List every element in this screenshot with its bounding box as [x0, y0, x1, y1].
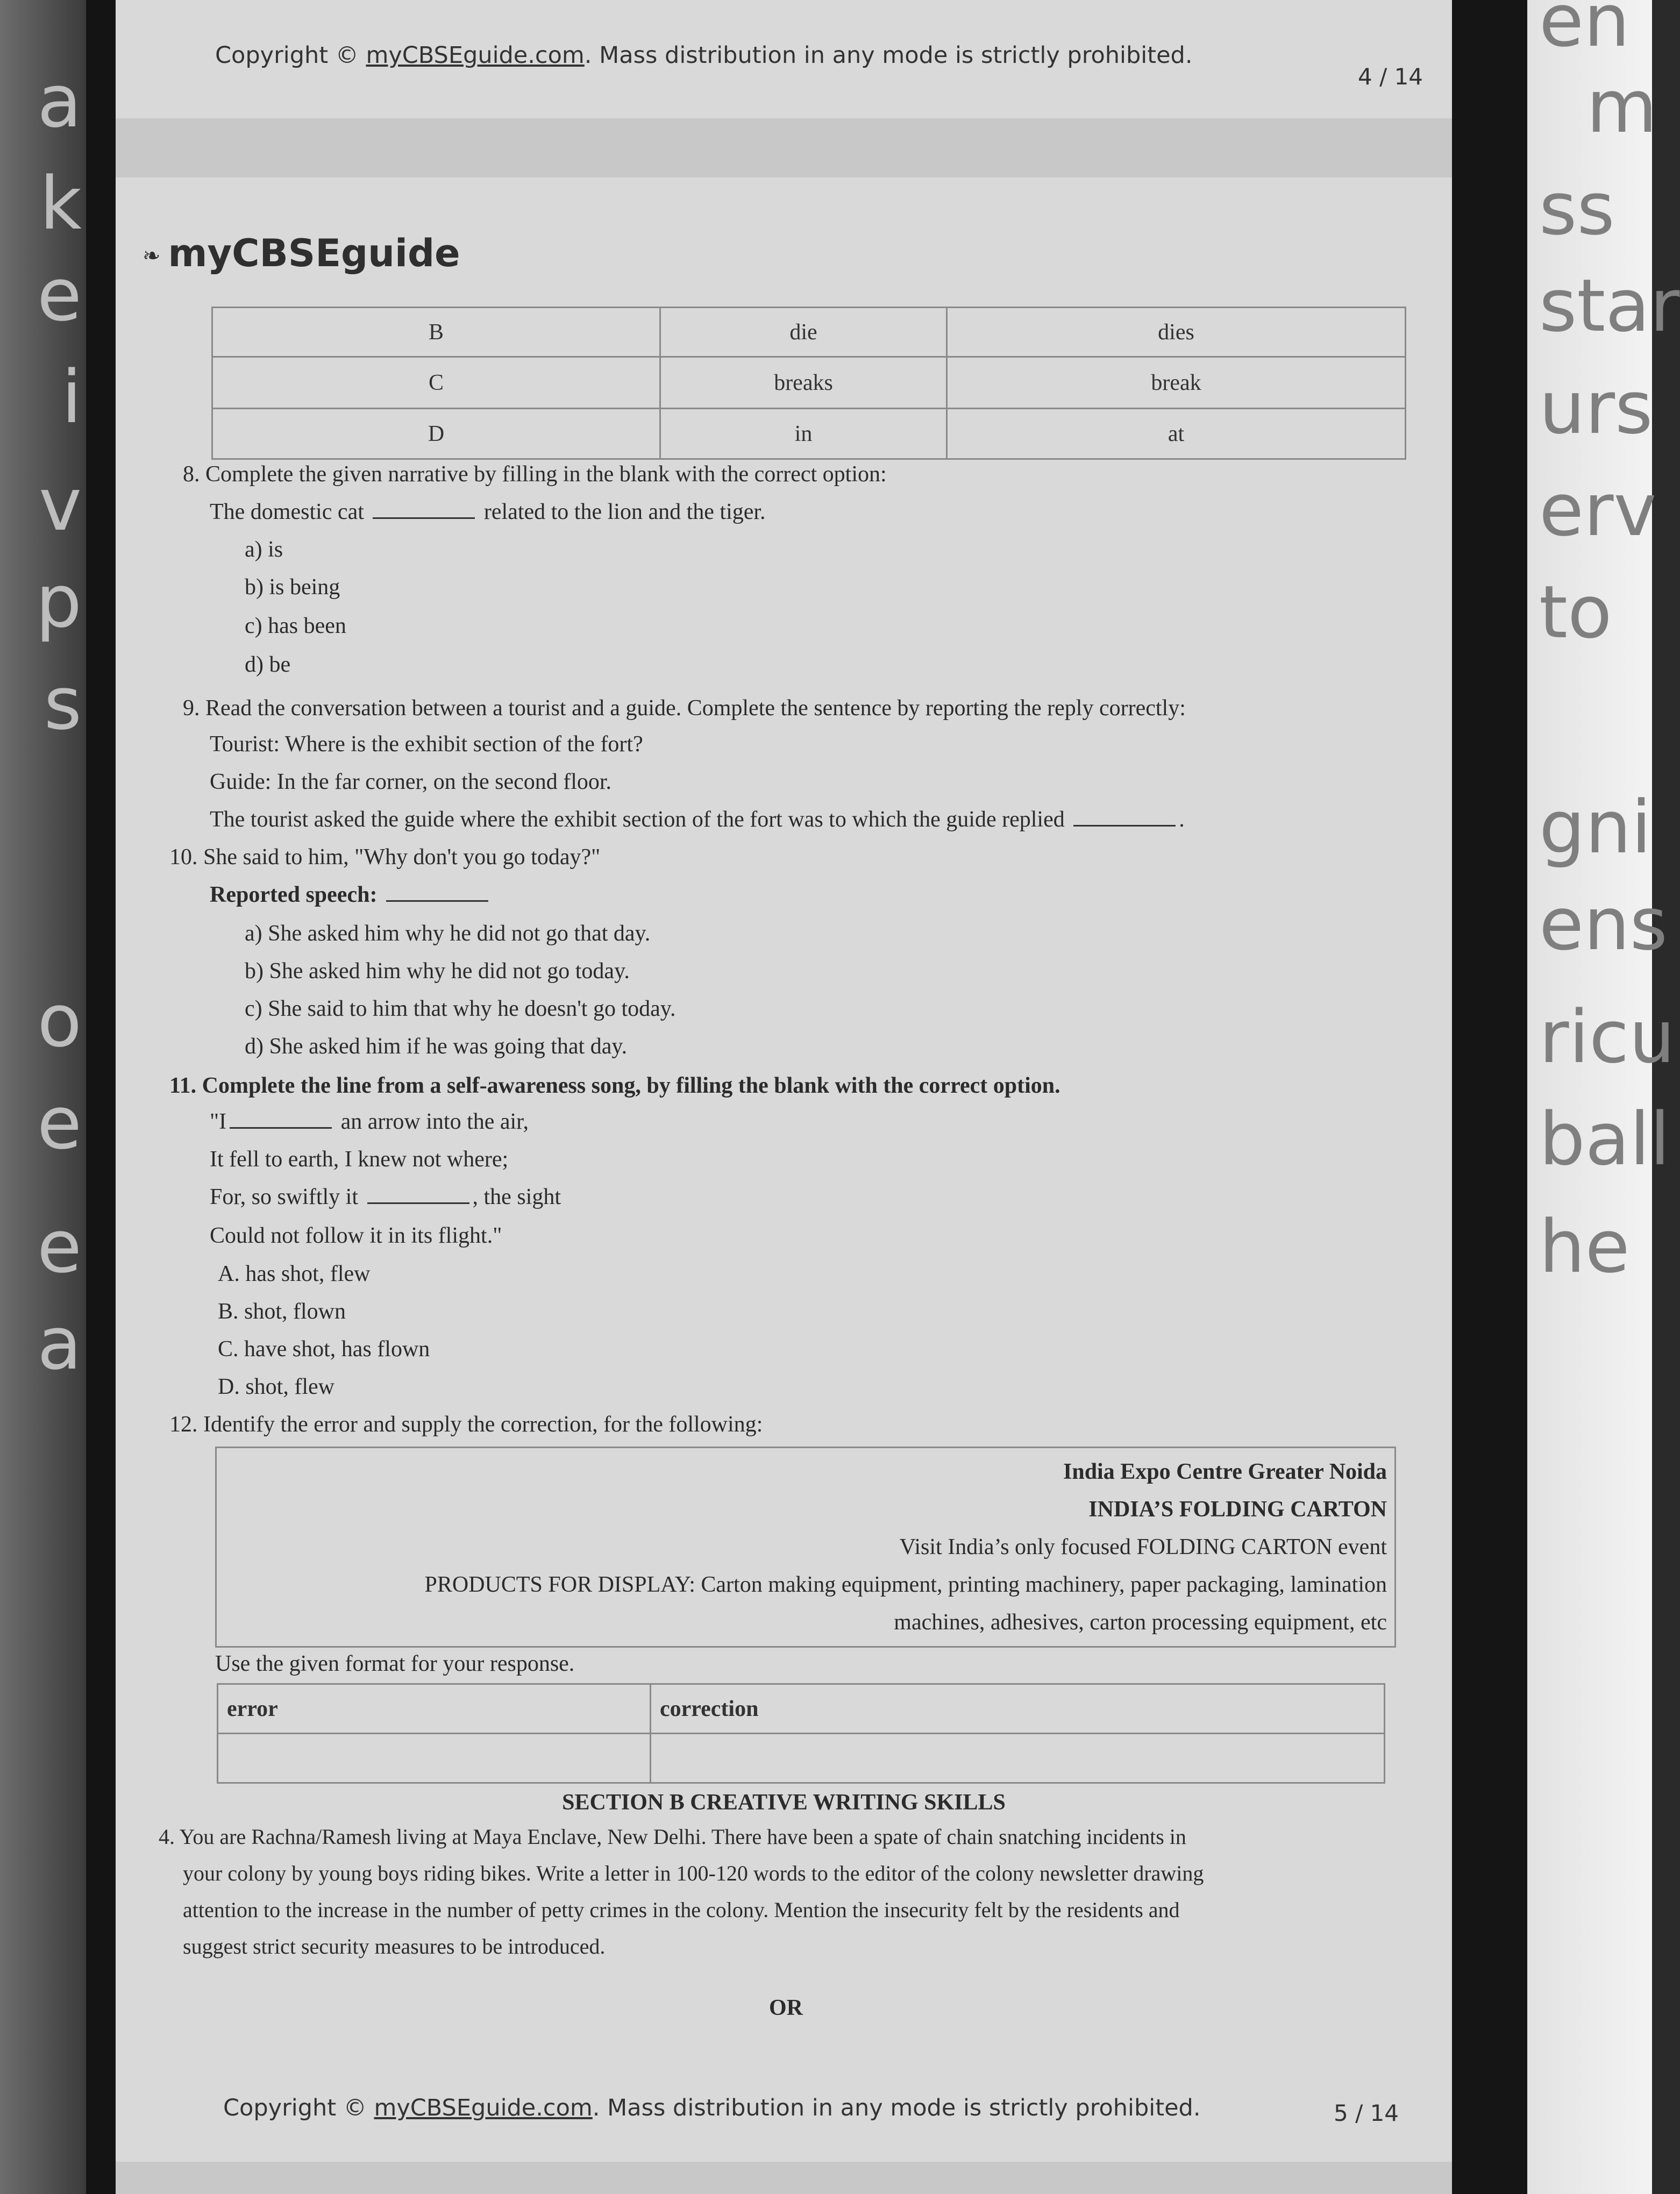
bg-fragment: ens	[1539, 882, 1668, 966]
option-item: d) She asked him if he was going that day.	[245, 1034, 628, 1059]
device-bezel-right	[1452, 0, 1527, 2194]
question-8: 8. Complete the given narrative by filling in the blank with the correct option:	[183, 462, 887, 487]
brand-header	[143, 231, 460, 275]
question-4-line: attention to the increase in the number of petty crimes in the colony. Mention the insecurity felt by the residents and	[183, 1898, 1180, 1922]
table-cell: breaks	[660, 357, 947, 409]
bg-fragment: p	[35, 559, 82, 644]
bg-fragment: v	[39, 462, 82, 547]
page-footer-copyright: Copyright © myCBSEguide.com. Mass distribution in any mode is strictly prohibited.	[223, 2095, 1201, 2121]
bg-fragment: s	[44, 661, 82, 746]
bg-fragment: e	[37, 1081, 82, 1165]
brand-name: myCBSEguide	[168, 231, 460, 275]
answer-blank	[367, 1202, 469, 1204]
table-row	[212, 357, 1406, 409]
option-item: D. shot, flew	[218, 1374, 334, 1399]
ad-line: India Expo Centre Greater Noida	[1063, 1459, 1387, 1484]
answer-blank	[373, 517, 475, 519]
question-4-line: 4. You are Rachna/Ramesh living at Maya Enclave, New Delhi. There have been a spate of chain snatching incidents in	[159, 1825, 1186, 1849]
bg-fragment: en	[1539, 0, 1630, 63]
reported-speech-label: Reported speech:	[210, 882, 492, 908]
answer-cell	[218, 1734, 651, 1783]
bg-fragment: gni	[1539, 785, 1651, 870]
table-row	[218, 1734, 1385, 1783]
device-bezel-left	[86, 0, 116, 2194]
bg-fragment: k	[39, 161, 82, 246]
question-11: 11. Complete the line from a self-awareness song, by filling the blank with the correct option.	[169, 1073, 1060, 1098]
q9-line: Tourist: Where is the exhibit section of the fort?	[210, 732, 643, 757]
answer-blank	[1073, 824, 1176, 827]
table-row	[212, 409, 1406, 459]
table-row	[218, 1684, 1385, 1734]
question-10: 10. She said to him, "Why don't you go today?"	[169, 845, 601, 870]
bg-fragment: ss	[1539, 167, 1615, 251]
bg-fragment: ricu	[1539, 995, 1675, 1079]
bg-fragment: he	[1539, 1205, 1630, 1289]
bg-fragment: urs	[1539, 366, 1653, 450]
bg-fragment: e	[37, 1205, 82, 1289]
table-cell: B	[212, 308, 660, 357]
q9-line: The tourist asked the guide where the exhibit section of the fort was to which the guide replied .	[210, 807, 1185, 832]
option-item: a) is	[245, 537, 283, 562]
section-heading: SECTION B CREATIVE WRITING SKILLS	[562, 1790, 1006, 1815]
ad-line: INDIA’S FOLDING CARTON	[1088, 1497, 1387, 1522]
background-right	[1527, 0, 1680, 2194]
table-cell: in	[660, 409, 947, 459]
bg-fragment: e	[37, 253, 82, 337]
poem-line: "I an arrow into the air,	[210, 1109, 529, 1134]
format-note: Use the given format for your response.	[215, 1651, 575, 1676]
bg-fragment: o	[37, 979, 82, 1063]
copyright-link[interactable]: myCBSEguide.com	[366, 42, 585, 69]
question-9: 9. Read the conversation between a tourist and a guide. Complete the sentence by reporting the reply correctly:	[183, 696, 1186, 721]
question-12: 12. Identify the error and supply the correction, for the following:	[169, 1412, 763, 1437]
document-viewer[interactable]	[116, 0, 1452, 2194]
or-label: OR	[769, 1996, 803, 2020]
poem-line: For, so swiftly it , the sight	[210, 1185, 561, 1209]
table-cell: dies	[947, 308, 1406, 357]
brand-logo-icon: ❧	[143, 243, 161, 268]
question-4-line: suggest strict security measures to be introduced.	[183, 1934, 606, 1958]
bg-fragment: star	[1539, 263, 1680, 348]
bg-fragment: m	[1586, 65, 1657, 149]
table-cell: die	[660, 308, 947, 357]
answer-cell	[651, 1734, 1385, 1783]
table-row	[212, 308, 1406, 357]
page-gap	[116, 2162, 1452, 2194]
option-item: d) be	[245, 652, 291, 677]
page-number: 5 / 14	[1334, 2100, 1399, 2126]
table-cell: at	[947, 409, 1406, 459]
option-item: C. have shot, has flown	[218, 1337, 430, 1362]
option-item: b) She asked him why he did not go today.	[245, 959, 630, 984]
poem-line: It fell to earth, I knew not where;	[210, 1147, 509, 1172]
option-item: B. shot, flown	[218, 1299, 346, 1324]
table-cell: break	[947, 357, 1406, 409]
option-item: A. has shot, flew	[218, 1262, 371, 1286]
page-footer-copyright: Copyright © myCBSEguide.com. Mass distribution in any mode is strictly prohibited.	[215, 42, 1193, 69]
background-left	[0, 0, 86, 2194]
bg-fragment: i	[61, 355, 82, 439]
table-cell: C	[212, 357, 660, 409]
option-item: a) She asked him why he did not go that day.	[245, 921, 651, 946]
ad-line: Visit India’s only focused FOLDING CARTON event	[899, 1535, 1387, 1559]
copyright-link[interactable]: myCBSEguide.com	[374, 2095, 593, 2121]
table-cell: D	[212, 409, 660, 459]
bg-fragment: a	[37, 1301, 82, 1386]
ad-line: PRODUCTS FOR DISPLAY: Carton making equipment, printing machinery, paper packaging, lamination	[424, 1572, 1387, 1597]
bg-fragment: erv	[1539, 468, 1657, 552]
option-item: b) is being	[245, 575, 340, 600]
options-table	[211, 307, 1406, 460]
ad-line: machines, adhesives, carton processing equipment, etc	[894, 1610, 1387, 1635]
bg-fragment: to	[1539, 570, 1612, 654]
option-item: c) She said to him that why he doesn't go today.	[245, 996, 676, 1021]
answer-blank	[230, 1127, 332, 1129]
q9-line: Guide: In the far corner, on the second floor.	[210, 770, 612, 794]
option-item: c) has been	[245, 614, 346, 638]
answer-blank	[386, 900, 488, 902]
poem-line: Could not follow it in its flight."	[210, 1223, 502, 1248]
column-header-error: error	[218, 1684, 651, 1734]
page-number: 4 / 14	[1358, 63, 1423, 90]
question-4-line: your colony by young boys riding bikes. Write a letter in 100-120 words to the editor of the colony newsletter drawing	[183, 1861, 1204, 1885]
response-format-table	[217, 1683, 1385, 1784]
advertisement-box	[215, 1447, 1396, 1648]
page-gap	[116, 118, 1452, 177]
bg-fragment: a	[37, 59, 82, 144]
column-header-correction: correction	[651, 1684, 1385, 1734]
bg-fragment: ball	[1539, 1097, 1670, 1181]
q8-stem: The domestic cat related to the lion and the tiger.	[210, 500, 766, 524]
